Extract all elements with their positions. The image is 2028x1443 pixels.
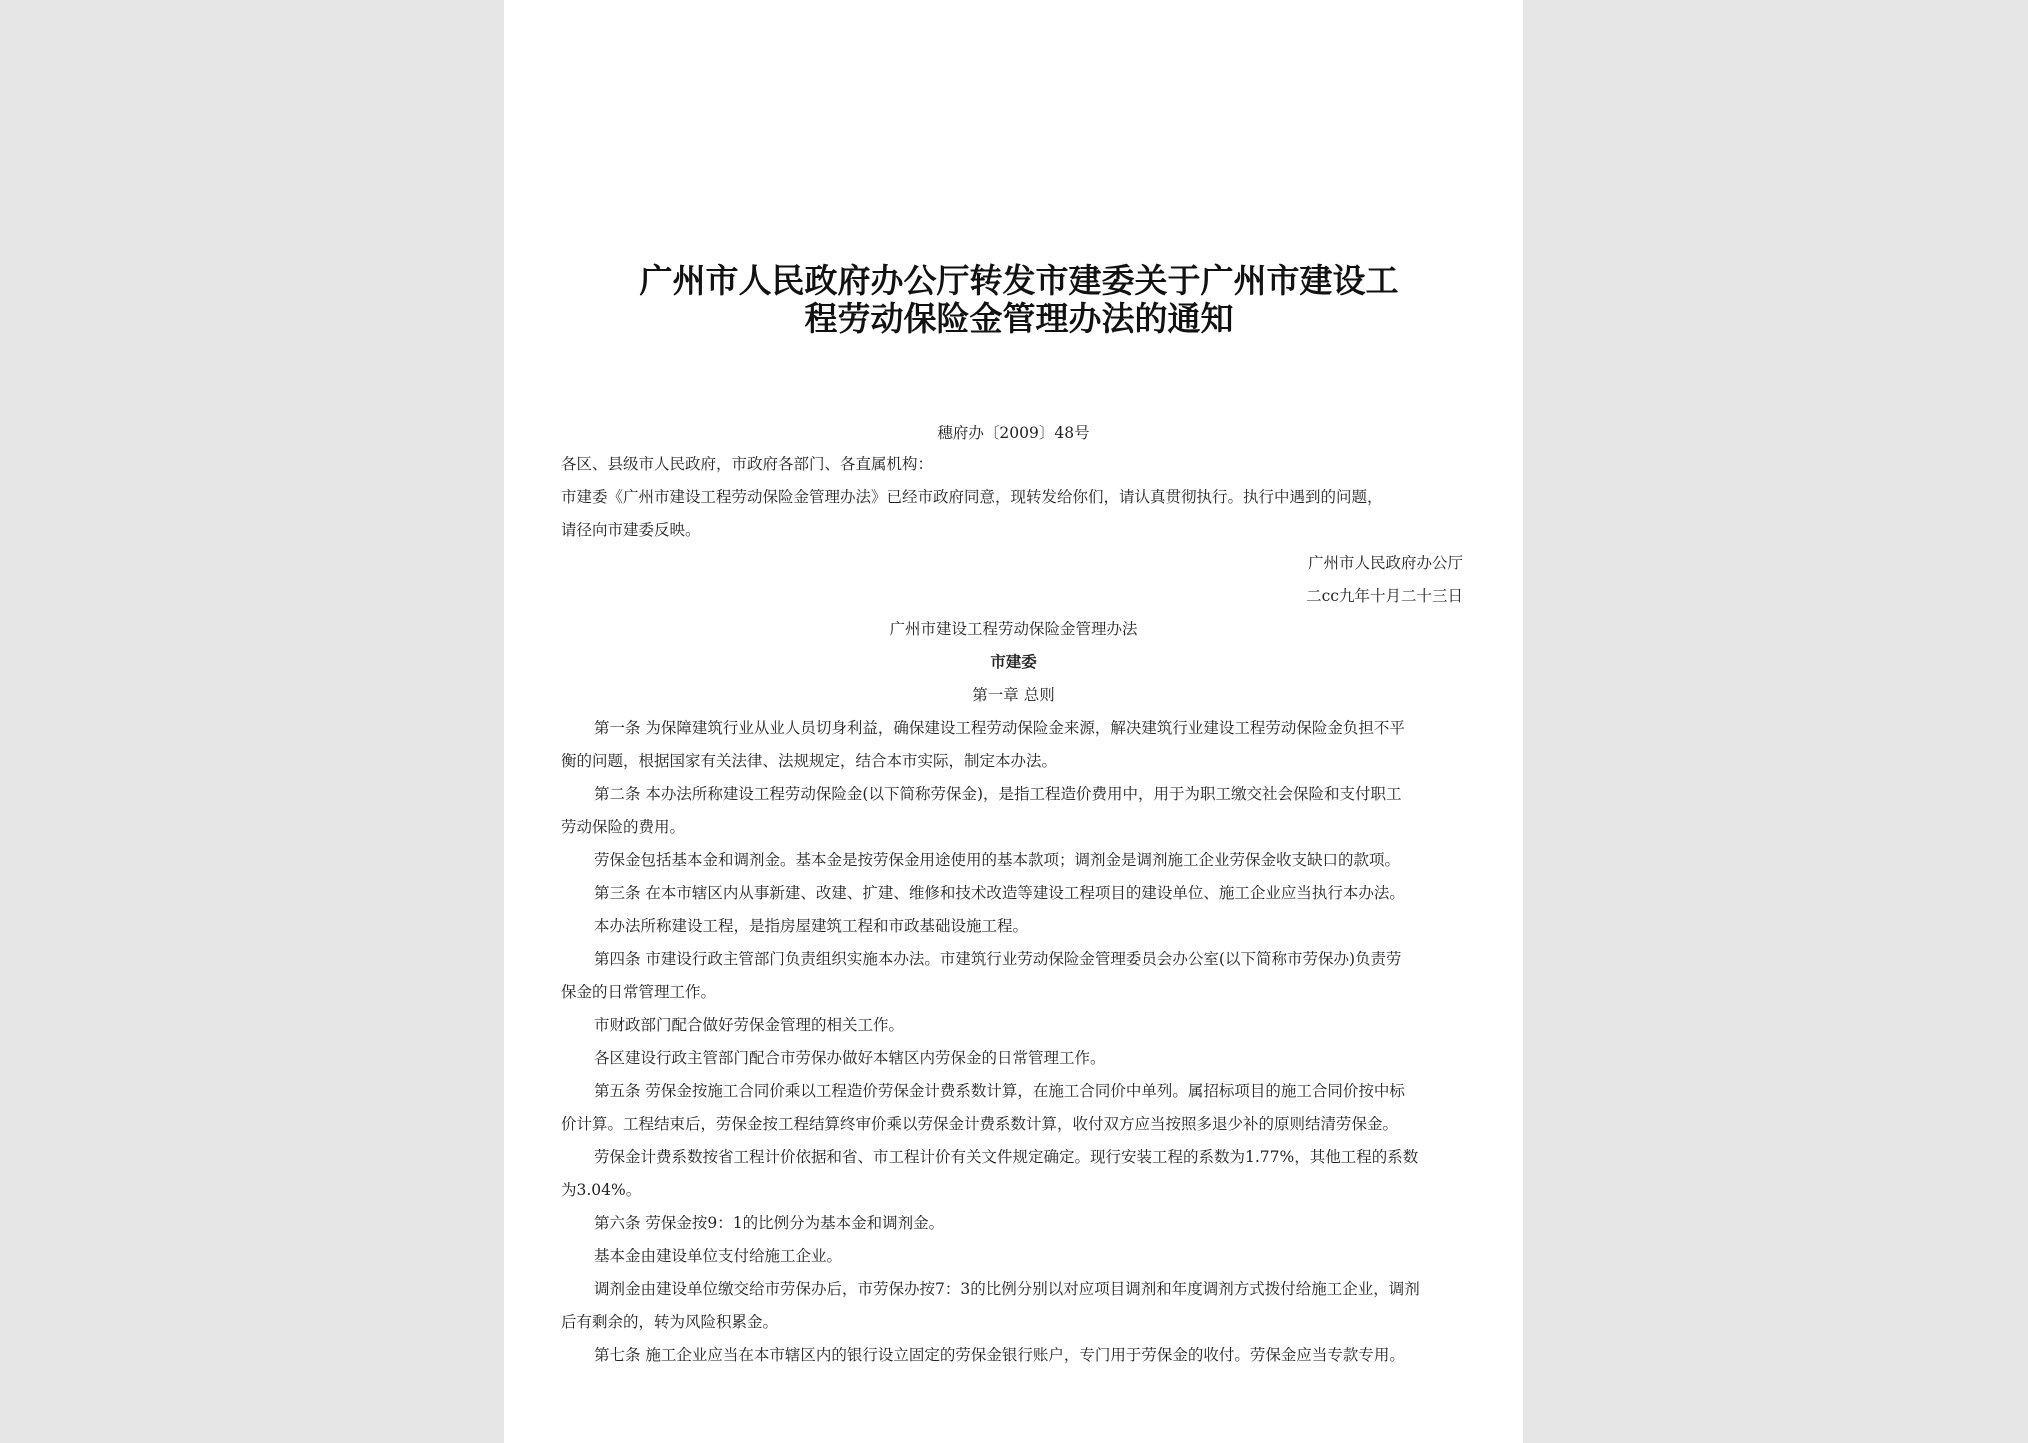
- article-line: 第一条 为保障建筑行业从业人员切身利益，确保建设工程劳动保险金来源，解决建筑行业建设工程劳动保险金负担不平: [594, 719, 1405, 737]
- document-title-line-2: 程劳动保险金管理办法的通知: [804, 299, 1234, 338]
- document-title: [594, 262, 1444, 338]
- article-line: 衡的问题，根据国家有关法律、法规规定，结合本市实际，制定本办法。: [561, 752, 1058, 770]
- measures-title: 广州市建设工程劳动保险金管理办法: [889, 620, 1138, 638]
- document-page: [504, 0, 1523, 1443]
- article-line: 第二条 本办法所称建设工程劳动保险金(以下简称劳保金)，是指工程造价费用中，用于为职工缴交社会保险和支付职工: [594, 785, 1402, 803]
- signature-date: 二cc九年十月二十三日: [1306, 587, 1463, 605]
- article-line: 第四条 市建设行政主管部门负责组织实施本办法。市建筑行业劳动保险金管理委员会办公室(以下简称市劳保办)负责劳: [594, 950, 1402, 968]
- article-line: 各区建设行政主管部门配合市劳保办做好本辖区内劳保金的日常管理工作。: [594, 1049, 1106, 1067]
- article-line: 第六条 劳保金按9：1的比例分为基本金和调剂金。: [594, 1214, 945, 1232]
- notice-body-line: 市建委《广州市建设工程劳动保险金管理办法》已经市政府同意，现转发给你们，请认真贯彻执行。执行中遇到的问题，: [561, 488, 1383, 506]
- article-line: 本办法所称建设工程，是指房屋建筑工程和市政基础设施工程。: [594, 917, 1029, 935]
- article-line: 保金的日常管理工作。: [561, 983, 717, 1001]
- article-line: 第五条 劳保金按施工合同价乘以工程造价劳保金计费系数计算，在施工合同价中单列。属招标项目的施工合同价按中标: [594, 1082, 1405, 1100]
- article-line: 第七条 施工企业应当在本市辖区内的银行设立固定的劳保金银行账户，专门用于劳保金的收付。劳保金应当专款专用。: [594, 1346, 1405, 1364]
- document-title-line-1: 广州市人民政府办公厅转发市建委关于广州市建设工: [639, 261, 1399, 300]
- article-line: 价计算。工程结束后，劳保金按工程结算终审价乘以劳保金计费系数计算，收付双方应当按照多退少补的原则结清劳保金。: [561, 1115, 1399, 1133]
- measures-issuer: 市建委: [990, 652, 1037, 671]
- document-number: 穗府办〔2009〕48号: [937, 424, 1090, 442]
- article-line: 市财政部门配合做好劳保金管理的相关工作。: [594, 1016, 905, 1034]
- notice-body-line: 请径向市建委反映。: [561, 521, 701, 539]
- signature-organization: 广州市人民政府办公厅: [1307, 554, 1463, 572]
- article-line: 劳保金包括基本金和调剂金。基本金是按劳保金用途使用的基本款项；调剂金是调剂施工企业劳保金收支缺口的款项。: [594, 851, 1401, 869]
- article-line: 后有剩余的，转为风险积累金。: [561, 1313, 779, 1331]
- article-line: 劳动保险的费用。: [561, 818, 686, 836]
- chapter-heading: 第一章 总则: [972, 686, 1055, 704]
- article-line: 第三条 在本市辖区内从事新建、改建、扩建、维修和技术改造等建设工程项目的建设单位、施工企业应当执行本办法。: [594, 884, 1405, 902]
- addressee: 各区、县级市人民政府，市政府各部门、各直属机构：: [561, 455, 934, 473]
- article-line: 调剂金由建设单位缴交给市劳保办后，市劳保办按7：3的比例分别以对应项目调剂和年度调剂方式拨付给施工企业，调剂: [594, 1280, 1420, 1298]
- article-line: 为3.04%。: [561, 1181, 642, 1199]
- article-line: 劳保金计费系数按省工程计价依据和省、市工程计价有关文件规定确定。现行安装工程的系数为1.77%，其他工程的系数: [594, 1148, 1419, 1166]
- article-line: 基本金由建设单位支付给施工企业。: [594, 1247, 843, 1265]
